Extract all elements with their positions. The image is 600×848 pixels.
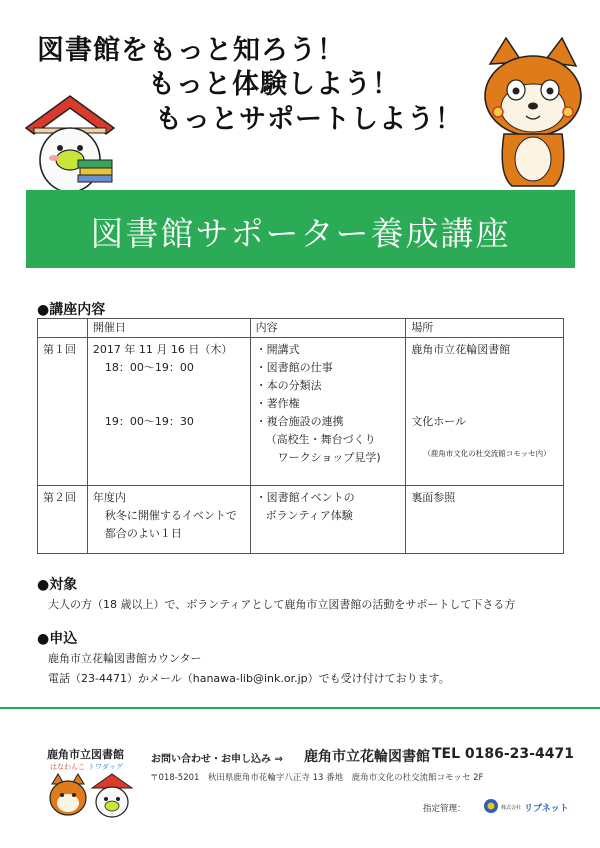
title-banner [26,190,575,268]
table-header-cell: 内容 [250,319,406,338]
footer-address: 〒018-5201 秋田県鹿角市花輪字八正寺 13 番地 鹿角市文化の杜交流館コモッセ 2F [150,773,484,783]
place-cell [406,486,564,554]
session-date-note: 都合のよい１日 [104,527,182,540]
contents-cell [250,338,406,486]
target-text: 大人の方（18 歳以上）で、ボランティアとして鹿角市立図書館の活動をサポートして下さる方 [48,598,516,611]
divider-line [0,707,600,709]
content-item: （高校生・舞台づくり [265,433,376,446]
target-section-heading: ●対象 [37,577,78,593]
date-cell [87,486,250,554]
course-schedule-table [37,318,564,554]
table-row [38,486,564,554]
place-cell [406,338,564,486]
company-name: リブネット [524,804,569,814]
table-header-cell: 開催日 [87,319,250,338]
apply-section-heading: ●申込 [37,631,78,647]
content-item: ワークショップ見学) [277,451,381,464]
headline-line-2: もっと体験しよう！ [148,69,400,100]
footer-tel: TEL 0186-23-4471 [432,746,574,762]
session-cell: 第１回 [38,338,88,486]
session-time: 19：00～19：30 [104,415,194,428]
table-header-cell: 場所 [406,319,564,338]
dog-mascot-illustration [478,34,588,194]
content-item: ・著作権 [255,397,300,410]
content-item: ・本の分類法 [255,379,322,392]
headline-line-3: もっとサポートしよう！ [155,104,463,135]
session-date: 年度内 [92,491,126,504]
company-prefix: 株式会社 [501,805,522,811]
place-note: （鹿角市文化の杜交流館コモッセ内） [423,449,551,458]
content-item: ・複合施設の連携 [255,415,344,428]
footer-library-name: 鹿角市立花輪図書館 [304,749,430,765]
footer-org-name: 鹿角市立図書館 [47,748,124,761]
table-row [38,338,564,486]
content-item: ・図書館の仕事 [255,361,333,374]
footer-inquiry-label: お問い合わせ・お申し込み ⇒ [151,754,283,765]
bird-mascot-illustration [20,90,120,200]
footer-manager-label: 指定管理： [423,804,466,814]
content-item: ・図書館イベントの [255,491,355,504]
apply-line-2: 電話（23-4471）かメール（hanawa-lib@ink.or.jp）でも受け付けております。 [48,672,450,685]
content-item: ボランティア体験 [265,509,353,522]
session-time: 18：00～19：00 [104,361,194,374]
table-header-row [38,319,564,338]
mascot-name-2: トワダッグ [88,763,123,771]
apply-line-1: 鹿角市立花輪図書館カウンター [48,652,202,665]
mascot-name-1: はなわんこ [50,763,85,771]
contents-cell [250,486,406,554]
company-logo-icon [483,798,499,814]
content-item: ・開講式 [255,343,300,356]
session-cell: 第２回 [38,486,88,554]
course-section-heading: ●講座内容 [37,302,106,318]
session-date: 2017 年 11 月 16 日（木） [92,343,233,356]
place-name: 文化ホール [411,415,467,428]
footer-mascots-illustration [46,772,136,818]
headline-line-1: 図書館をもっと知ろう！ [37,35,345,66]
table-header-cell [38,319,88,338]
date-cell [87,338,250,486]
banner-title: 図書館サポーター養成講座 [90,214,511,253]
place-name: 裏面参照 [411,491,456,504]
place-name: 鹿角市立花輪図書館 [411,343,511,356]
session-date-note: 秋冬に開催するイベントで [104,509,237,522]
